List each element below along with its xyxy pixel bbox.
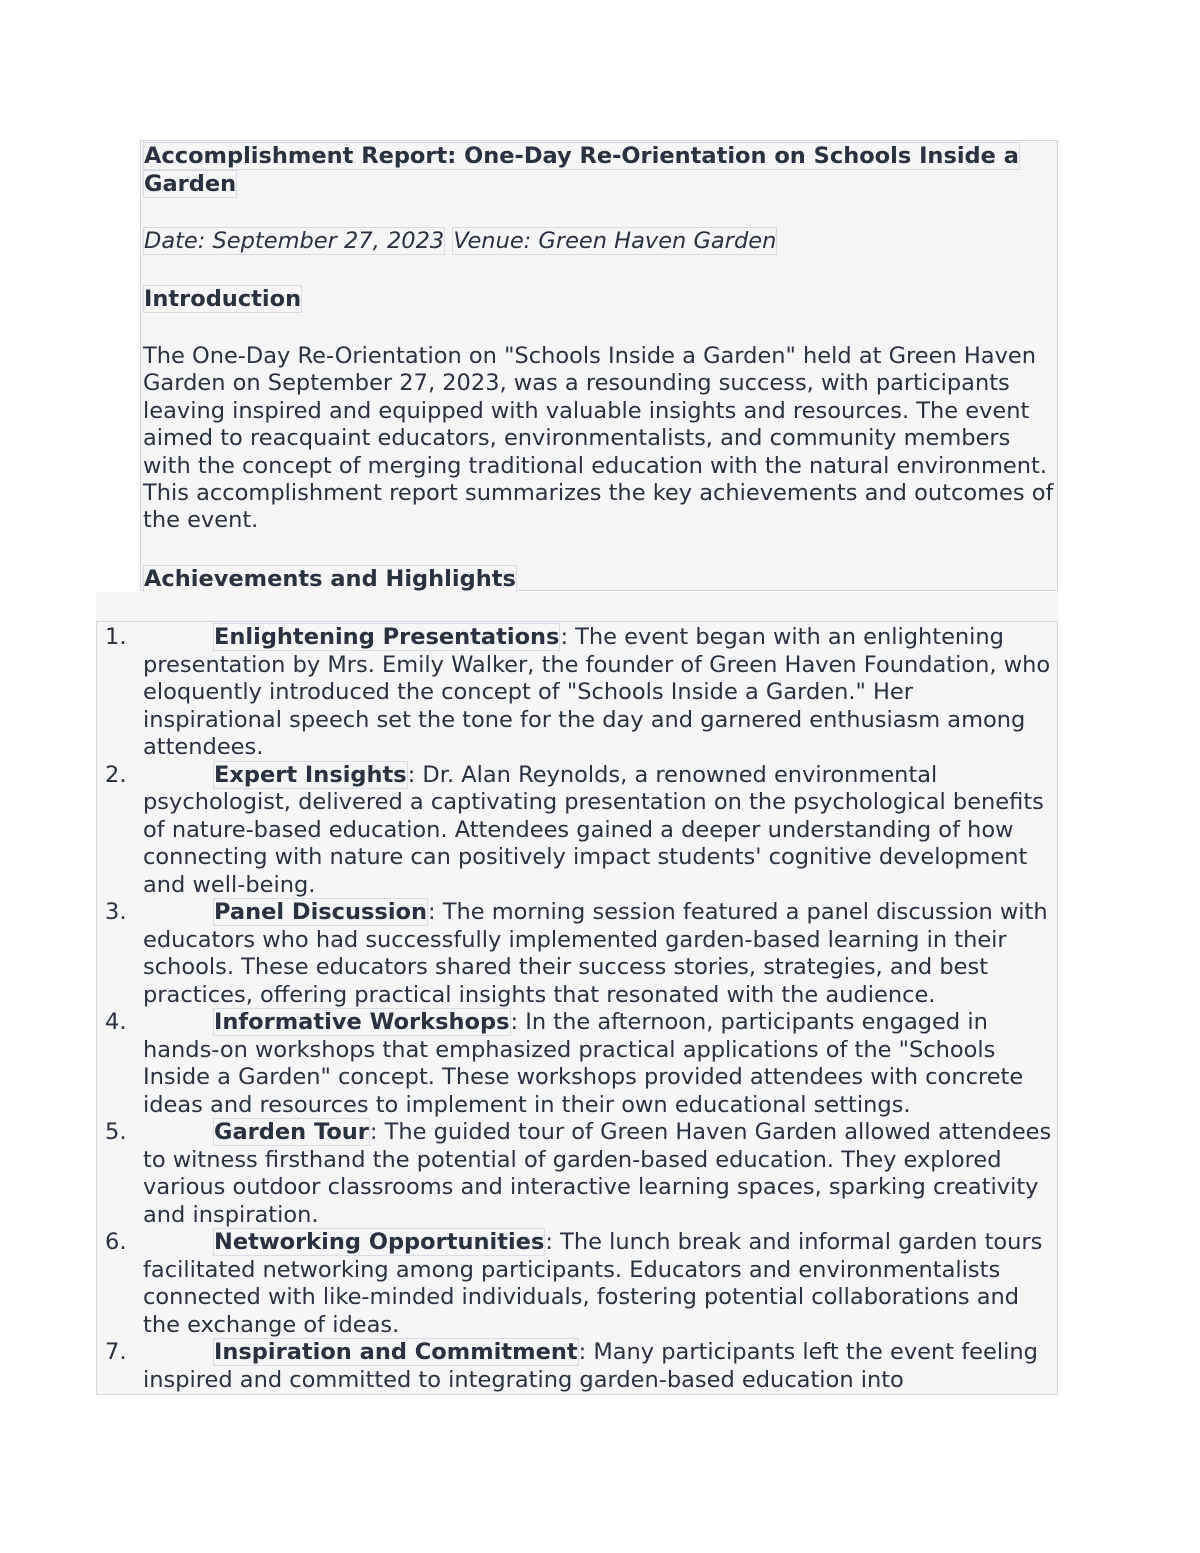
achievement-item <box>97 624 1057 762</box>
section-divider-strip <box>96 592 1058 622</box>
report-meta-line <box>143 227 1055 255</box>
achievement-item <box>97 899 1057 1009</box>
achievements-list <box>97 624 1057 1394</box>
achievement-title: Networking Opportunities <box>214 1229 545 1255</box>
achievement-number: 1. <box>105 624 127 650</box>
achievement-number: 5. <box>105 1119 127 1145</box>
achievement-text: : The lunch break and informal garden tours facilitated networking among participants. Educators and environmentalists connected with like-minded individuals, fostering potential collaborations and the exchange of ideas. <box>143 1229 1043 1338</box>
report-date: Date: September 27, 2023 <box>144 228 445 254</box>
achievement-item <box>97 762 1057 900</box>
achievement-text: : The guided tour of Green Haven Garden allowed attendees to witness firsthand the potential of garden-based education. They explored various outdoor classrooms and interactive learning spaces, sparking creativity and inspiration. <box>143 1119 1052 1228</box>
achievement-number: 2. <box>105 761 127 788</box>
introduction-paragraph: The One-Day Re-Orientation on "Schools Inside a Garden" held at Green Haven Garden on September 27, 2023, was a resounding success, with participants leaving inspired and equipped with valuable insights and resources. The event aimed to reacquaint educators, environmentalists, and community members with the concept of merging traditional education with the natural environment. This accomplishment report summarizes the key achievements and outcomes of the event. <box>143 343 1054 534</box>
introduction-heading-text: Introduction <box>144 286 302 312</box>
achievement-text: : Many participants left the event feeling inspired and committed to integrating garden-based education into <box>143 1339 1038 1393</box>
achievement-item <box>97 1119 1057 1229</box>
achievement-item <box>97 1339 1057 1394</box>
achievement-title: Inspiration and Commitment <box>214 1339 578 1365</box>
achievement-item <box>97 1229 1057 1339</box>
achievement-text: : In the afternoon, participants engaged in hands-on workshops that emphasized practical applications of the "Schools Inside a Garden" concept. These workshops provided attendees with concrete ideas and resources to implement in their own educational settings. <box>143 1009 1024 1118</box>
achievement-item <box>97 1009 1057 1119</box>
achievement-number: 3. <box>105 899 127 925</box>
achievement-title: Expert Insights <box>214 761 407 788</box>
report-title-text: Accomplishment Report: One-Day Re-Orientation on Schools Inside a Garden <box>144 143 1019 197</box>
achievements-list-section <box>96 621 1058 1395</box>
achievement-number: 6. <box>105 1229 127 1255</box>
achievement-text: : The morning session featured a panel discussion with educators who had successfully implemented garden-based learning in their schools. These educators shared their success stories, strategies, and best practices, offering practical insights that resonated with the audience. <box>143 899 1048 1008</box>
achievement-title: Panel Discussion <box>214 899 428 925</box>
achievements-heading-text: Achievements and Highlights <box>144 565 516 592</box>
report-venue: Venue: Green Haven Garden <box>453 228 777 254</box>
achievement-number: 7. <box>105 1339 127 1365</box>
achievement-title: Garden Tour <box>214 1119 369 1145</box>
achievement-text: : Dr. Alan Reynolds, a renowned environmental psychologist, delivered a captivating presentation on the psychological benefits of nature-based education. Attendees gained a deeper understanding of how connecting with nature can positively impact students' cognitive development and well-being. <box>143 761 1044 898</box>
achievement-title: Informative Workshops <box>214 1009 510 1035</box>
achievement-text: : The event began with an enlightening presentation by Mrs. Emily Walker, the founder of Green Haven Foundation, who eloquently introduced the concept of "Schools Inside a Garden." Her inspirational speech set the tone for the day and garnered enthusiasm among attendees. <box>143 624 1051 760</box>
report-title <box>143 141 1055 198</box>
report-header-section <box>140 140 1058 591</box>
introduction-heading <box>143 285 1055 313</box>
achievement-number: 4. <box>105 1009 127 1035</box>
achievements-heading <box>143 565 1055 593</box>
achievement-title: Enlightening Presentations <box>214 624 560 650</box>
